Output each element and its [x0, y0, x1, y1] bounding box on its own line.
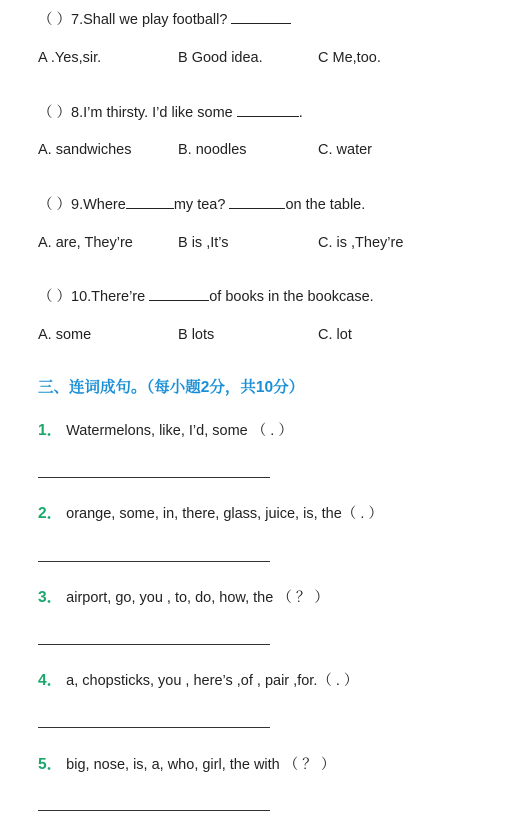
- ordering-item-5-words: big, nose, is, a, who, girl, the with （ ？ ）: [66, 757, 336, 773]
- question-9-option-b: B is ,It’s: [178, 235, 229, 251]
- question-7-blank: [231, 9, 291, 24]
- ordering-item-5: [38, 752, 335, 774]
- question-10-blank: [149, 286, 209, 301]
- question-10-option-b: B lots: [178, 327, 215, 343]
- question-9-option-a: A. are, They’re: [38, 235, 133, 251]
- question-8-option-b: B. noodles: [178, 142, 247, 158]
- question-8: [38, 101, 303, 122]
- question-8-text-a: （ ）8.I’m thirsty. I’d like some: [38, 105, 237, 121]
- answer-line-5: [38, 810, 270, 811]
- answer-line-2: [38, 561, 270, 562]
- question-9-blank-1: [126, 194, 174, 209]
- answer-line-1: [38, 477, 270, 478]
- answer-line-3: [38, 644, 270, 645]
- question-8-text-b: .: [298, 105, 303, 121]
- ordering-item-4: [38, 668, 358, 690]
- question-10-text-b: of books in the bookcase.: [209, 289, 374, 305]
- question-8-blank: [237, 102, 299, 117]
- question-7-option-c: C Me,too.: [318, 50, 381, 66]
- question-7-option-a: A .Yes,sir.: [38, 50, 102, 66]
- question-9: [38, 193, 365, 214]
- ordering-item-3-words: airport, go, you , to, do, how, the （ ？ ）: [66, 590, 329, 606]
- section-title: 三、连词成句。（每小题2分，共10分）: [38, 379, 305, 396]
- ordering-item-4-words: a, chopsticks, you , here’s ,of , pair ,for.（ . ）: [66, 673, 359, 689]
- ordering-item-1-words: Watermelons, like, I’d, some （ . ）: [66, 423, 293, 439]
- question-9-text-b: my tea?: [173, 197, 230, 213]
- ordering-item-3: [38, 585, 329, 607]
- ordering-item-2: [38, 501, 383, 523]
- question-8-option-a: A. sandwiches: [38, 142, 132, 158]
- question-9-option-c: C. is ,They’re: [318, 235, 404, 251]
- question-9-blank-2: [229, 194, 285, 209]
- question-9-text-c: on the table.: [285, 197, 366, 213]
- ordering-item-1: [38, 418, 293, 440]
- question-7: [38, 8, 291, 29]
- ordering-item-1-number: 1．: [38, 422, 63, 439]
- ordering-item-5-number: 5．: [38, 756, 63, 773]
- question-9-text-a: （ ）9.Where: [38, 197, 126, 213]
- ordering-item-3-number: 3．: [38, 589, 63, 606]
- question-10-option-a: A. some: [38, 327, 92, 343]
- ordering-item-4-number: 4．: [38, 672, 63, 689]
- question-10-option-c: C. lot: [318, 327, 352, 343]
- question-7-option-b: B Good idea.: [178, 50, 263, 66]
- question-8-option-c: C. water: [318, 142, 372, 158]
- question-10: [38, 285, 374, 306]
- ordering-item-2-words: orange, some, in, there, glass, juice, is, the（ . ）: [66, 506, 383, 522]
- question-10-text-a: （ ）10.There’re: [38, 289, 150, 305]
- question-7-text: （ ）7.Shall we play football?: [38, 12, 228, 28]
- answer-line-4: [38, 727, 270, 728]
- ordering-item-2-number: 2．: [38, 505, 63, 522]
